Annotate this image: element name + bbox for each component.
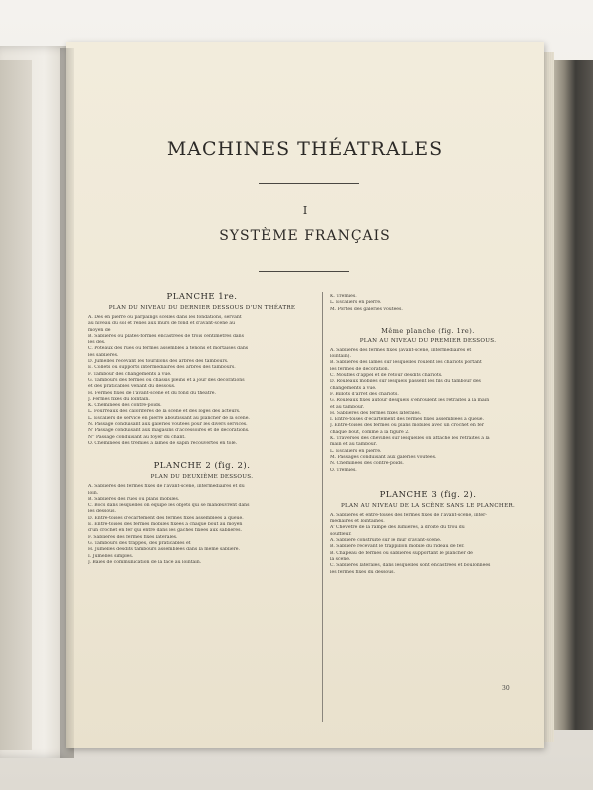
legend-entry: C. Moufles d'appel et de retour desdits chariots.	[330, 373, 443, 379]
legend-entry: O. Trémies.	[330, 467, 357, 473]
book-gutter-shadow	[60, 48, 74, 758]
legend-entry: N. Passage conduisant aux galeries voûtées pour les divers services.	[88, 422, 248, 428]
legend-entry: d'un crochet en fer qui entre dans les gâches fixées aux sablières.	[88, 528, 242, 534]
legend-entry: J. Fermes fixes du lointain.	[88, 396, 150, 402]
planche-2-subtitle: PLAN DU DEUXIÈME DESSOUS.	[150, 474, 254, 481]
meme-planche-title: Même planche (fig. 1re).	[381, 326, 475, 335]
legend-entry: J. Baies de communication de la face au lointain.	[88, 559, 202, 565]
legend-entry: M. Passages conduisant aux galeries voûtées.	[330, 454, 437, 460]
legend-entry: E. Entre-toises des fermes mobiles fixées à chaque bout au moyen	[88, 522, 243, 528]
legend-entry: les sablières.	[88, 352, 119, 358]
legend-entry: I. Jumelles simples.	[88, 553, 134, 559]
legend-entry: A. Sablière construite sur le mur d'avant-scène.	[330, 538, 442, 544]
legend-entry: main et au tambour.	[330, 442, 377, 448]
planche-1-title: PLANCHE 1re.	[166, 292, 238, 302]
planche-2-legend	[88, 484, 316, 566]
legend-entry: B. Sablières ou plates-formes encastrées de trois centimètres dans	[88, 333, 244, 339]
legend-entry: les fermes de décoration.	[330, 366, 390, 372]
legend-entry: G. Rouleaux fixes autour desquels s'enroulent les retraites à la main	[330, 398, 490, 404]
legend-entry: J. Entre-toises des fermes ou plans mobiles avec un crochet en fer	[330, 423, 484, 429]
legend-entry: G. Tambours des fermes ou châssis pleins et à jour des décorations	[88, 377, 245, 383]
legend-entry: B. Sablière recevant le trappillon mobile du rideau de fer.	[330, 544, 465, 550]
legend-entry: H. Fermes fixes de l'avant-scène et du fond du théâtre.	[88, 390, 216, 396]
legend-entry: chaque bout, comme à la figure 2.	[330, 429, 410, 435]
planche-1-legend	[88, 315, 316, 447]
legend-entry: A' Chevêtre de la rampe des lumières, à droite du trou du	[330, 525, 465, 531]
legend-entry: la scène.	[330, 556, 351, 562]
legend-entry: H. Sablières des fermes fixes latérales.	[330, 410, 422, 416]
legend-entry: K. Traverses des chevilles sur lesquelles on attache les retraites à la	[330, 436, 490, 442]
legend-entry: K. Trémies.	[330, 294, 357, 299]
legend-entry: A. Dés en pierre ou parpaings scellés dans les fondations, servant	[88, 315, 242, 320]
legend-entry: L. Escaliers en pierre.	[330, 300, 382, 306]
legend-entry: les dés.	[88, 340, 106, 346]
legend-entry: L. Escaliers en pierre.	[330, 448, 382, 454]
subtitle-rule	[259, 271, 349, 272]
column-divider	[322, 292, 323, 722]
legend-entry: les dessous.	[88, 509, 116, 515]
legend-entry: H. Jumelles desdits tambours assemblées dans la même sablière.	[88, 547, 240, 553]
legend-entry: et au tambour.	[330, 404, 364, 410]
meme-planche-subtitle: PLAN AU NIVEAU DU PREMIER DESSOUS.	[359, 337, 497, 344]
title-rule	[259, 183, 359, 184]
page-number: 30	[502, 685, 510, 692]
legend-entry: A. Sablières des fermes fixes de l'avant-scène, intermédiaires et du	[88, 484, 245, 490]
legend-entry: N. Cheminées des contre-poids.	[330, 461, 404, 467]
legend-entry: K. Cheminées des contre-poids.	[88, 403, 162, 409]
legend-entry: B. Sablières des lames sur lesquelles roulent les chariots portant	[330, 360, 482, 366]
legend-entry: F. Sablières des fermes fixes latérales.	[88, 534, 178, 540]
legend-entry: C. Poteaux des rues ou fermes assemblés à tenons et mortaises dans	[88, 346, 249, 352]
legend-entry: et des praticables venant du dessous.	[88, 384, 176, 390]
legend-entry: M. Portes des galeries voûtées.	[330, 306, 403, 312]
legend-entry: les fermes fixes du dessous.	[330, 569, 395, 575]
book-cover-marbled	[549, 60, 593, 730]
meme-planche-legend	[330, 348, 526, 474]
planche-3-subtitle: PLAN AU NIVEAU DE LA SCÈNE SANS LE PLANCHER.	[340, 502, 516, 509]
legend-entry: I. Entre-toises d'écartement des fermes fixes assemblées à queue.	[330, 417, 484, 423]
legend-entry: O. Cheminées des trémies à lames de sapin recouvertes en tôle.	[88, 440, 238, 446]
legend-entry: D. Jumelles recevant les tourillons des arbres des tambours.	[88, 359, 229, 365]
legend-entry: au niveau du sol et reliés aux murs de fond et d'avant-scène au	[88, 321, 236, 327]
legend-entry: D. Rouleaux mobiles sur lesquels passent les fils du tambour des	[330, 379, 481, 385]
right-column	[330, 294, 526, 576]
left-column	[88, 292, 316, 566]
book-page	[66, 42, 544, 748]
legend-entry: moyen de	[88, 327, 111, 333]
legend-entry: C. Sablières latérales, dans lesquelles sont encastrées et boulonnées	[330, 563, 491, 569]
legend-entry: changements à vue.	[330, 385, 377, 391]
legend-entry: N' Passage conduisant aux magasins d'accessoires et de décorations.	[88, 428, 250, 434]
legend-entry: B. Chapeau de fermes ou sablières supportant le plancher de	[330, 550, 473, 556]
planche-1-subtitle: PLAN DU NIVEAU DU DERNIER DESSOUS D'UN THÉATRE	[108, 305, 296, 311]
legend-entry: D. Entre-toises d'écartement des fermes fixes assemblées à queue.	[88, 515, 244, 521]
section-title: SYSTÈME FRANÇAIS	[219, 228, 391, 244]
legend-entry: B. Sablières des rues ou plans mobiles.	[88, 496, 180, 502]
legend-entry: E. Collets ou supports intermédiaires des arbres des tambours.	[88, 365, 236, 371]
section-number: I	[302, 204, 308, 217]
legend-entry: A. Sablières des fermes fixes (avant-scène, intermédiaires et	[330, 347, 472, 353]
legend-entry: lointain).	[330, 354, 351, 360]
legend-entry: L. Escaliers de service en pierre aboutissant au plancher de la scène.	[88, 415, 250, 421]
legend-entry: médiaires et lointaines.	[330, 519, 385, 525]
legend-entry: A. Sablières et entre-toises des fermes fixes de l'avant-scène, inter-	[330, 512, 487, 518]
legend-entry: G. Tambours des trappes, des praticables et	[88, 540, 191, 546]
legend-entry: F. Tambour des changements à vue.	[88, 371, 172, 377]
legend-entry: loin.	[88, 490, 99, 496]
legend-entry: N'' Passage conduisant au foyer du chant.	[88, 434, 186, 440]
page-title: MACHINES THÉATRALES	[166, 138, 444, 160]
planche-2-title: PLANCHE 2 (fig. 2).	[153, 461, 251, 472]
planche-1-legend-continued	[330, 294, 526, 313]
planche-3-title: PLANCHE 3 (fig. 2).	[379, 489, 477, 500]
legend-entry: L. Fourreaux des calorifères de la scène et des loges des acteurs.	[88, 409, 241, 415]
left-page-edge	[0, 60, 32, 750]
legend-entry: souffleur.	[330, 531, 352, 537]
planche-3-legend	[330, 513, 526, 576]
legend-entry: C. Bocs dans lesquelles on équipe les objets qui se manœuvrent dans	[88, 503, 250, 509]
legend-entry: F. Billots d'arrêt des chariots.	[330, 391, 399, 397]
